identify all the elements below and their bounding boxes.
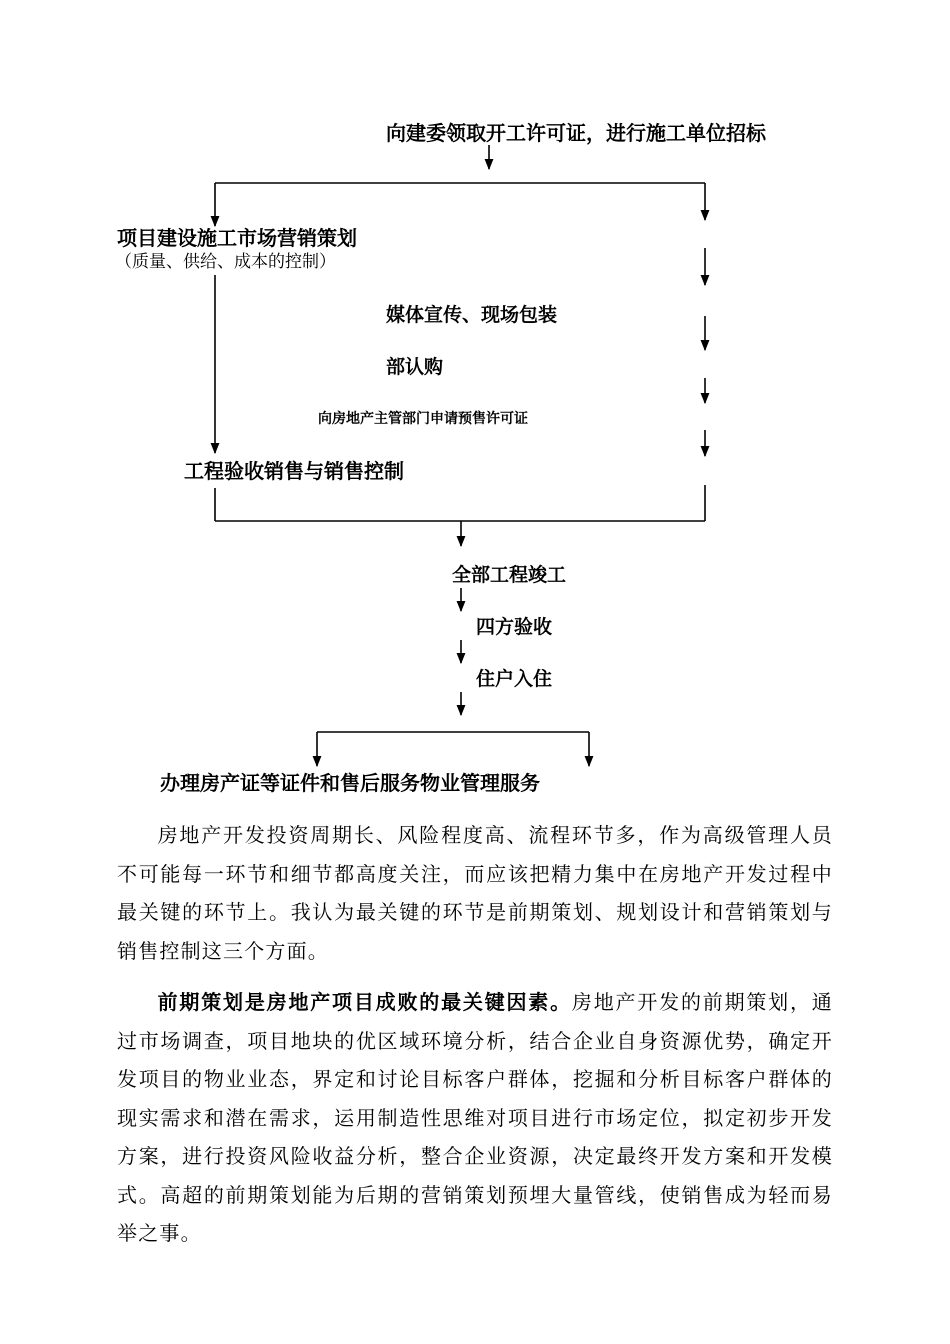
paragraph-1	[117, 816, 833, 970]
step-move-in: 住户入住	[476, 668, 553, 690]
step-acceptance-sales: 工程验收销售与销售控制	[184, 459, 404, 483]
step-four-party: 四方验收	[476, 616, 553, 638]
step-completion: 全部工程竣工	[452, 564, 567, 586]
step-permit: 向建委领取开工许可证，进行施工单位招标	[386, 121, 766, 145]
step-certificates: 办理房产证等证件和售后服务物业管理服务	[160, 771, 540, 795]
paragraph-2	[117, 983, 833, 1253]
paragraph-2-body: 房地产开发的前期策划，通过市场调查，项目地块的优区域环境分析，结合企业自身资源优势，确定开发项目的物业业态，界定和讨论目标客户群体，挖掘和分析目标客户群体的现实需求和潜在需求，运用制造性思维对项目进行市场定位，拟定初步开发方案，进行投资风险收益分析，整合企业资源，决定最终开发方案和开发模式。高超的前期策划能为后期的营销策划预埋大量管线，使销售成为轻而易举之事。	[117, 990, 833, 1245]
step-subscription: 部认购	[386, 356, 444, 378]
step-media: 媒体宣传、现场包装	[386, 304, 558, 326]
step-presale-permit: 向房地产主管部门申请预售许可证	[318, 411, 528, 427]
paragraph-1-text: 房地产开发投资周期长、风险程度高、流程环节多，作为高级管理人员不可能每一环节和细节都高度关注，而应该把精力集中在房地产开发过程中最关键的环节上。我认为最关键的环节是前期策划、规划设计和营销策划与销售控制这三个方面。	[117, 823, 833, 963]
step-construction-marketing: 项目建设施工市场营销策划	[117, 226, 357, 250]
step-construction-marketing-note: （质量、供给、成本的控制）	[115, 252, 336, 272]
paragraph-2-lead: 前期策划是房地产项目成败的最关键因素。	[157, 990, 572, 1014]
